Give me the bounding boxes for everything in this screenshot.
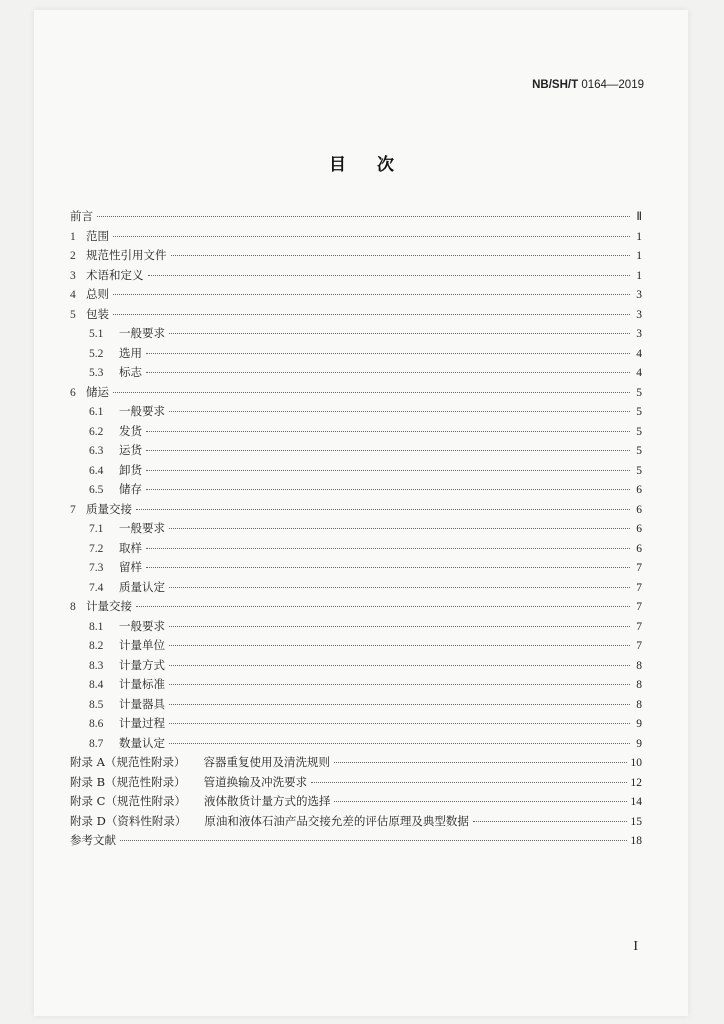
dot-leader [146, 567, 630, 568]
dot-leader [169, 333, 630, 334]
toc-entry-page: 8 [636, 698, 642, 711]
dot-leader [146, 489, 630, 490]
toc-entry[interactable] [70, 812, 642, 832]
toc-entry-page: 9 [636, 718, 642, 730]
toc-entry-title [86, 285, 109, 305]
toc-entry-page: 7 [636, 581, 642, 594]
toc-entry-title [86, 266, 144, 286]
toc-entry[interactable] [70, 363, 642, 383]
toc-entry-label: 发货 [119, 423, 142, 438]
toc-entry[interactable] [70, 480, 642, 500]
dot-leader [146, 470, 630, 471]
toc-appendix-tag: 附录 A（规范性附录） [70, 755, 186, 769]
toc-entry-title [70, 792, 330, 812]
toc-entry-number: 5.1 [89, 328, 104, 340]
toc-entry-label: 一般要求 [119, 326, 165, 340]
table-of-contents [70, 207, 642, 851]
toc-entry-title [86, 305, 109, 325]
toc-entry-page: 1 [636, 269, 642, 282]
toc-entry-title [86, 500, 132, 520]
toc-entry-title [86, 227, 109, 247]
toc-entry-label: 原油和液体石油产品交接允差的评估原理及典型数据 [204, 813, 469, 828]
toc-entry-title [119, 578, 165, 598]
toc-entry-label: 选用 [119, 345, 142, 360]
toc-entry[interactable] [70, 831, 642, 851]
toc-entry-title [119, 324, 165, 344]
toc-entry-number: 8.3 [89, 659, 104, 672]
toc-entry-page: 7 [636, 562, 642, 574]
dot-leader [171, 255, 631, 256]
dot-leader [146, 450, 630, 451]
toc-appendix-tag: 附录 B（规范性附录） [70, 774, 186, 789]
toc-entry[interactable] [70, 246, 642, 266]
toc-entry-label: 数量认定 [119, 735, 165, 750]
toc-appendix-tag: 附录 C（规范性附录） [70, 794, 186, 808]
toc-entry-label: 计量方式 [119, 657, 165, 672]
toc-entry-label: 计量单位 [119, 638, 165, 652]
toc-entry[interactable] [70, 324, 642, 344]
toc-entry-title [119, 480, 142, 500]
standard-number [532, 79, 644, 91]
toc-entry-number: 6.2 [89, 425, 104, 438]
toc-entry-page: 5 [636, 406, 642, 418]
toc-entry-page: 5 [636, 464, 642, 477]
toc-entry-label: 运货 [119, 443, 142, 457]
dot-leader [473, 821, 627, 822]
toc-entry-number: 5.3 [89, 367, 104, 379]
toc-entry-page: 4 [636, 367, 642, 379]
toc-entry-title [119, 441, 142, 461]
toc-entry-number: 8.4 [89, 679, 104, 691]
toc-entry-number: 6.5 [89, 484, 104, 496]
toc-entry-label: 留样 [119, 560, 142, 574]
title-char-right: 次 [377, 155, 395, 175]
dot-leader [169, 528, 630, 529]
standard-prefix: NB/SH/T [532, 79, 579, 91]
toc-entry-label: 范围 [86, 228, 109, 243]
toc-entry-page: 18 [630, 835, 642, 847]
toc-entry-label: 标志 [119, 365, 142, 379]
toc-entry[interactable] [70, 597, 642, 617]
toc-entry-label: 取样 [119, 540, 142, 555]
toc-entry-label: 容器重复使用及清洗规则 [203, 755, 330, 769]
toc-entry-title [119, 402, 165, 422]
toc-entry-page: 1 [636, 230, 642, 243]
toc-entry-page: 7 [636, 640, 642, 652]
toc-entry-page: 7 [636, 620, 642, 633]
toc-entry[interactable] [70, 519, 642, 539]
toc-entry-title [86, 383, 109, 403]
toc-entry-number: 1 [70, 230, 76, 243]
dot-leader [169, 411, 630, 412]
toc-entry-number: 8.5 [89, 698, 104, 711]
toc-entry[interactable] [70, 656, 642, 676]
toc-entry[interactable] [70, 695, 642, 715]
dot-leader [146, 372, 630, 373]
toc-entry-title [70, 773, 307, 793]
dot-leader [146, 431, 630, 432]
toc-entry[interactable] [70, 285, 642, 305]
toc-entry-title [119, 363, 142, 383]
toc-entry-label: 计量过程 [119, 716, 165, 730]
toc-entry-number: 8.6 [89, 718, 104, 730]
toc-entry-number: 3 [70, 269, 76, 282]
toc-entry-title [119, 558, 142, 578]
toc-entry-title [119, 675, 165, 695]
toc-entry[interactable] [70, 617, 642, 637]
dot-leader [169, 684, 630, 685]
dot-leader [169, 645, 630, 646]
toc-entry-page: 8 [636, 659, 642, 672]
toc-entry-page: 1 [636, 250, 642, 262]
toc-entry[interactable] [70, 461, 642, 481]
title-char-left: 目 [329, 155, 347, 175]
dot-leader [113, 314, 630, 315]
toc-entry[interactable] [70, 539, 642, 559]
toc-entry-label: 计量交接 [86, 599, 132, 613]
toc-entry-label: 质量认定 [119, 579, 165, 594]
dot-leader [148, 275, 631, 276]
toc-entry-label: 计量标准 [119, 677, 165, 691]
dot-leader [169, 587, 630, 588]
toc-entry-label: 管道换输及冲洗要求 [203, 774, 308, 789]
toc-entry-page: 3 [636, 328, 642, 340]
toc-entry-page: 15 [630, 815, 642, 828]
toc-entry-title [119, 461, 142, 481]
toc-entry[interactable] [70, 578, 642, 598]
toc-entry[interactable] [70, 792, 642, 812]
toc-entry-title [119, 539, 142, 559]
toc-entry-title [86, 246, 167, 266]
toc-entry-label: 储存 [119, 482, 142, 496]
toc-entry-label: 一般要求 [119, 521, 165, 535]
toc-entry-title [119, 344, 142, 364]
toc-entry-label: 前言 [70, 209, 93, 223]
toc-entry[interactable] [70, 266, 642, 286]
dot-leader [136, 509, 630, 510]
dot-leader [169, 704, 630, 705]
toc-entry-page: 8 [636, 679, 642, 691]
toc-entry-label: 液体散货计量方式的选择 [203, 794, 331, 808]
toc-entry-page: 6 [636, 484, 642, 496]
toc-entry-title [119, 519, 165, 539]
dot-leader [169, 723, 630, 724]
toc-entry-page: 9 [636, 737, 642, 750]
toc-appendix-tag: 附录 D（资料性附录） [70, 813, 187, 828]
toc-entry[interactable] [70, 383, 642, 403]
toc-entry-page: 5 [636, 445, 642, 457]
toc-entry-label: 包装 [86, 306, 109, 321]
toc-entry[interactable] [70, 773, 642, 793]
toc-entry-page: 14 [630, 796, 642, 808]
toc-entry-page: 4 [636, 347, 642, 360]
toc-entry-page: 10 [630, 757, 642, 769]
dot-leader [97, 216, 630, 217]
page-title [0, 150, 724, 175]
toc-entry-title [119, 714, 165, 734]
toc-entry-number: 5.2 [89, 347, 104, 360]
toc-entry-number: 2 [70, 250, 76, 262]
toc-entry-number: 4 [70, 289, 76, 301]
toc-entry[interactable] [70, 441, 642, 461]
toc-entry-title [119, 695, 165, 715]
toc-entry-page: Ⅱ [636, 211, 642, 223]
toc-entry-number: 6.3 [89, 445, 104, 457]
toc-entry[interactable] [70, 207, 642, 227]
toc-entry-label: 质量交接 [86, 501, 132, 516]
toc-entry-title [119, 656, 165, 676]
toc-entry-page: 6 [636, 503, 642, 516]
toc-entry[interactable] [70, 714, 642, 734]
dot-leader [334, 762, 627, 763]
toc-entry[interactable] [70, 305, 642, 325]
toc-entry[interactable] [70, 402, 642, 422]
toc-entry-number: 8.7 [89, 737, 104, 750]
dot-leader [113, 236, 630, 237]
toc-entry-label: 总则 [86, 287, 109, 301]
page-number: I [633, 939, 638, 954]
dot-leader [169, 626, 630, 627]
toc-entry-title [119, 636, 165, 656]
toc-entry-number: 7 [70, 503, 76, 516]
toc-entry[interactable] [70, 558, 642, 578]
toc-entry-number: 6.1 [89, 406, 104, 418]
toc-entry-page: 6 [636, 542, 642, 555]
toc-entry-label: 储运 [86, 384, 109, 399]
toc-entry-title [70, 831, 116, 851]
toc-entry-page: 5 [636, 425, 642, 438]
dot-leader [146, 353, 630, 354]
toc-entry-label: 一般要求 [119, 618, 165, 633]
toc-entry-label: 计量器具 [119, 696, 165, 711]
toc-entry-page: 5 [636, 386, 642, 399]
toc-entry[interactable] [70, 636, 642, 656]
toc-entry-number: 7.2 [89, 542, 104, 555]
toc-entry-title [119, 617, 165, 637]
toc-entry[interactable] [70, 500, 642, 520]
toc-entry-page: 6 [636, 523, 642, 535]
toc-entry-number: 6.4 [89, 464, 104, 477]
dot-leader [169, 743, 630, 744]
toc-entry-page: 12 [630, 776, 642, 789]
dot-leader [120, 840, 627, 841]
dot-leader [113, 294, 630, 295]
toc-entry-title [70, 812, 469, 832]
dot-leader [136, 606, 630, 607]
toc-entry-label: 一般要求 [119, 404, 165, 418]
toc-entry-title [86, 597, 132, 617]
toc-entry-title [119, 734, 165, 754]
toc-entry-title [119, 422, 142, 442]
toc-entry-page: 3 [636, 308, 642, 321]
toc-entry-number: 7.1 [89, 523, 104, 535]
toc-entry-number: 8.2 [89, 640, 104, 652]
toc-entry[interactable] [70, 227, 642, 247]
toc-entry-title [70, 753, 330, 773]
toc-entry-number: 6 [70, 386, 76, 399]
toc-entry-page: 3 [636, 289, 642, 301]
dot-leader [334, 801, 626, 802]
toc-entry-number: 7.3 [89, 562, 104, 574]
toc-entry-label: 术语和定义 [86, 267, 144, 282]
toc-entry-label: 卸货 [119, 462, 142, 477]
dot-leader [169, 665, 630, 666]
toc-entry-number: 8 [70, 601, 76, 613]
toc-entry-number: 5 [70, 308, 76, 321]
dot-leader [113, 392, 630, 393]
standard-code: 0164—2019 [581, 79, 644, 91]
dot-leader [311, 782, 626, 783]
toc-entry[interactable] [70, 734, 642, 754]
toc-entry-title [70, 207, 93, 227]
toc-entry-label: 规范性引用文件 [86, 248, 167, 262]
toc-entry[interactable] [70, 344, 642, 364]
toc-entry-number: 7.4 [89, 581, 104, 594]
toc-entry[interactable] [70, 753, 642, 773]
toc-entry-label: 参考文献 [70, 833, 116, 847]
toc-entry-page: 7 [636, 601, 642, 613]
toc-entry-number: 8.1 [89, 620, 104, 633]
dot-leader [146, 548, 630, 549]
toc-entry[interactable] [70, 675, 642, 695]
toc-entry[interactable] [70, 422, 642, 442]
